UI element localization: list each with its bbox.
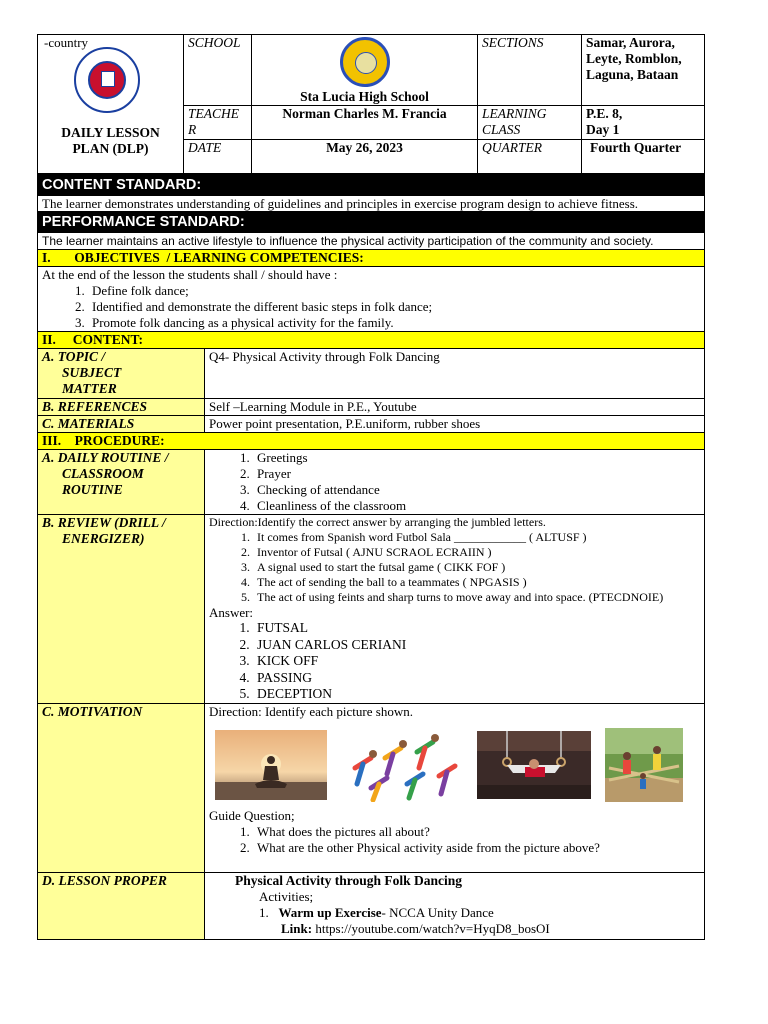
review-direction: Direction:Identify the correct answer by arranging the jumbled letters. [209,515,546,529]
content-standard-title: CONTENT STANDARD: [38,175,705,196]
teacher-label: TEACHE R [184,106,252,140]
list-item: 4. Cleanliness of the classroom [253,498,700,514]
performance-standard-text: The learner maintains an active lifestyle to influence the physical activity participation of the community and society. [38,233,705,250]
references-value: Self –Learning Module in P.E., Youtube [205,399,705,416]
sections-label: SECTIONS [478,35,582,106]
list-item: 3. Promote folk dancing as a physical activity for the family. [88,315,700,331]
country-text: -country [44,35,89,50]
activities-label: Activities; [259,888,314,904]
learning-class-label: LEARNING CLASS [478,106,582,140]
content-title: II. CONTENT: [38,332,705,349]
list-item: 1. It comes from Spanish word Futbol Sala ____________ ( ALTUSF ) [253,530,700,545]
teacher-value: Norman Charles M. Francia [252,106,478,140]
list-item: 2. Prayer [253,466,700,482]
folk-dance-image [605,728,683,802]
guide-label: Guide Question; [209,807,295,823]
list-item: 3. A signal used to start the futsal game ( CIKK FOF ) [253,560,700,575]
motivation-label: C. MOTIVATION [38,703,205,872]
materials-label: C. MATERIALS [38,416,205,433]
dlp-cell [38,35,184,174]
references-label: B. REFERENCES [38,399,205,416]
dlp-title: DAILY LESSON PLAN (DLP) [61,125,160,156]
date-label: DATE [184,140,252,174]
list-item: 2. JUAN CARLOS CERIANI [253,637,700,654]
list-item: 2. What are the other Physical activity aside from the picture above? [253,840,700,856]
answer-label: Answer: [209,605,254,620]
review-label: B. REVIEW (DRILL / ENERGIZER) [38,515,205,704]
objectives-list [42,283,700,331]
deped-logo [74,43,140,113]
list-item: 1. Define folk dance; [88,283,700,299]
yoga-meditation-image [215,730,327,800]
list-item: 1. Greetings [253,450,700,466]
materials-value: Power point presentation, P.E.uniform, rubber shoes [205,416,705,433]
objectives-title: I. OBJECTIVES / LEARNING COMPETENCIES: [38,250,705,267]
motivation-pictures [209,720,700,808]
list-item: 3. Checking of attendance [253,482,700,498]
list-item: 1. What does the pictures all about? [253,824,700,840]
list-item: 5. The act of using feints and sharp turns to move away and into space. (PTECDNOIE) [253,590,700,605]
objectives-cell [38,267,705,332]
list-item: 2. Identified and demonstrate the different basic steps in folk dance; [88,299,700,315]
list-item: 1. FUTSAL [253,620,700,637]
guide-list [209,824,700,856]
learning-class-value: P.E. 8, Day 1 [582,106,705,140]
routine-list [209,450,700,514]
school-seal-icon [340,37,390,87]
main-table [37,174,705,940]
quarter-value: Fourth Quarter [582,140,705,174]
motivation-cell [205,703,705,872]
answer-list [209,620,700,703]
link-line: Link: https://youtube.com/watch?v=HyqD8_bosOI [281,920,550,936]
school-name: Sta Lucia High School [300,89,429,104]
header-table [37,34,705,174]
content-standard-text: The learner demonstrates understanding of guidelines and principles in exercise program design to achieve fitness. [38,196,705,212]
routine-cell [205,450,705,515]
school-label: SCHOOL [184,35,252,106]
list-item: 4. The act of sending the ball to a teammates ( NPGASIS ) [253,575,700,590]
youtube-link[interactable]: https://youtube.com/watch?v=HyqD8_bosOI [315,920,550,936]
warmup-line: 1. Warm up Exercise- NCCA Unity Dance [259,904,494,920]
list-item: 5. DECEPTION [253,686,700,703]
quarter-label: QUARTER [478,140,582,174]
routine-label: A. DAILY ROUTINE / CLASSROOM ROUTINE [38,450,205,515]
sections-value: Samar, Aurora, Leyte, Romblon, Laguna, Bataan [582,35,705,106]
list-item: 4. PASSING [253,670,700,687]
review-list [209,530,700,605]
lesson-title: Physical Activity through Folk Dancing [235,872,463,888]
procedure-title: III. PROCEDURE: [38,433,705,450]
objectives-intro: At the end of the lesson the students shall / should have : [42,267,338,282]
lesson-plan-page [37,34,704,940]
topic-label: A. TOPIC / SUBJECT MATTER [38,349,205,399]
performance-standard-title: PERFORMANCE STANDARD: [38,212,705,233]
motivation-direction: Direction: Identify each picture shown. [209,703,413,719]
school-cell [252,35,478,106]
review-cell [205,515,705,704]
stretching-exercise-image [341,728,463,802]
deped-seal-icon [74,47,140,113]
gymnastics-rings-image [477,731,591,799]
topic-value: Q4- Physical Activity through Folk Dancing [205,349,705,399]
lesson-label: D. LESSON PROPER [38,872,205,939]
list-item: 3. KICK OFF [253,653,700,670]
date-value: May 26, 2023 [252,140,478,174]
lesson-cell [205,872,705,939]
list-item: 2. Inventor of Futsal ( AJNU SCRAOL ECRAIIN ) [253,545,700,560]
